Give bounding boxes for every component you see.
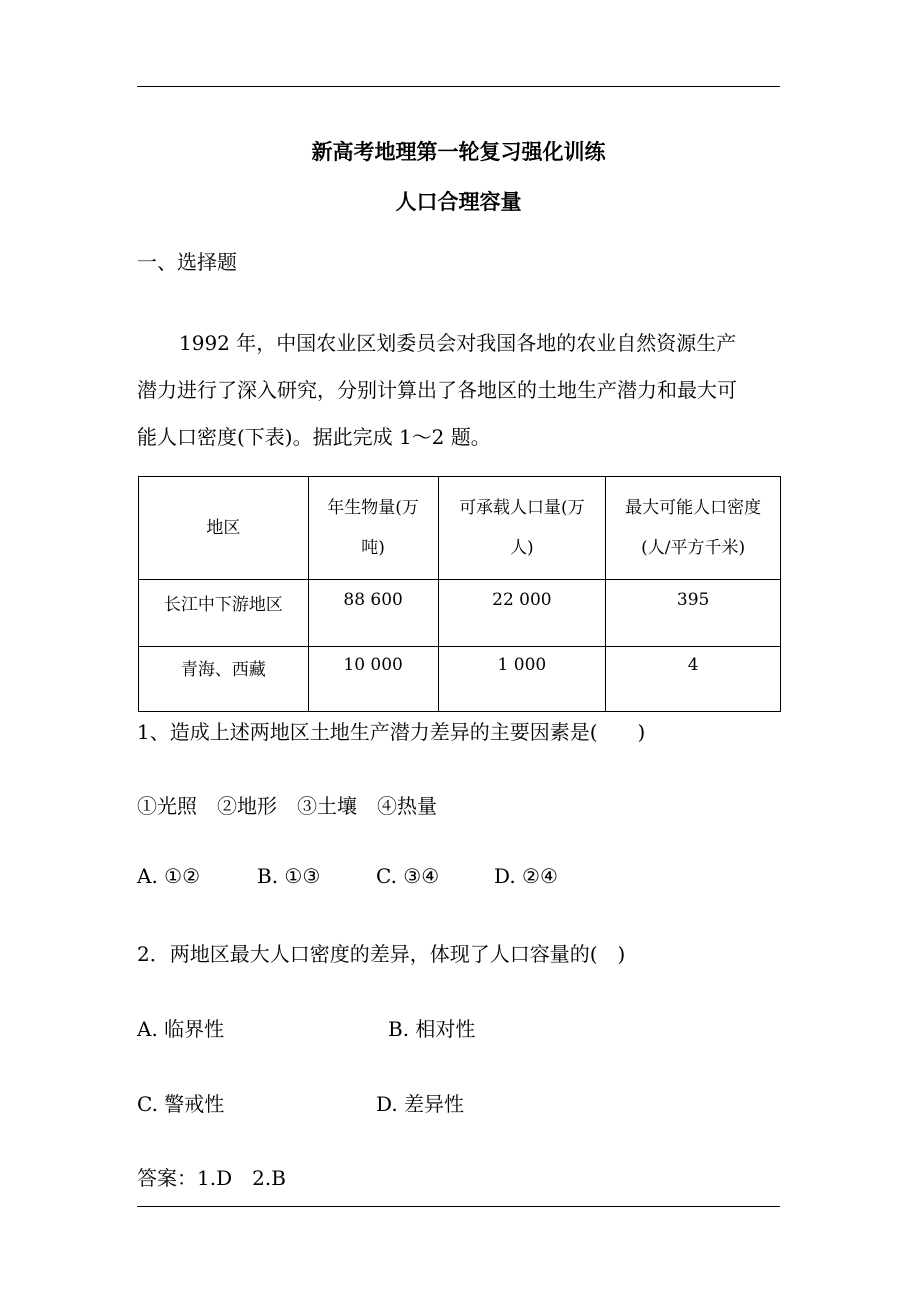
header-density	[606, 477, 781, 580]
passage-line: 1992 年，中国农业区划委员会对我国各地的农业自然资源生产	[179, 331, 737, 355]
header-text: 地区	[206, 518, 241, 538]
page-subtitle: 人口合理容量	[395, 189, 522, 214]
top-rule	[137, 86, 780, 87]
table-cell: 青海、西藏	[139, 647, 309, 712]
header-text: 年生物量(万	[327, 498, 419, 518]
q2-option-d: D. 差异性	[376, 1092, 465, 1116]
header-text: 人)	[510, 538, 534, 558]
header-text: (人/平方千米)	[641, 538, 746, 558]
header-text: 吨)	[361, 538, 385, 558]
header-region	[139, 477, 309, 580]
bottom-rule	[137, 1206, 780, 1207]
q1-option-d: D. ②④	[494, 864, 558, 888]
table-row	[139, 580, 781, 647]
q1-option-a: A. ①②	[137, 864, 201, 888]
table-cell: 1 000	[438, 647, 606, 712]
header-capacity	[438, 477, 606, 580]
question-1-factors: ①光照 ②地形 ③土壤 ④热量	[137, 794, 437, 818]
q2-option-c: C. 警戒性	[137, 1092, 225, 1116]
table-cell: 88 600	[308, 580, 438, 647]
q2-option-a: A. 临界性	[137, 1017, 225, 1041]
question-1-stem: 1、造成上述两地区土地生产潜力差异的主要因素是( )	[137, 720, 646, 744]
table-cell: 395	[606, 580, 781, 647]
q2-option-b: B. 相对性	[388, 1017, 476, 1041]
passage-line: 潜力进行了深入研究，分别计算出了各地区的土地生产潜力和最大可	[137, 378, 737, 402]
question-2-stem: 2．两地区最大人口密度的差异，体现了人口容量的( )	[137, 942, 626, 966]
header-text: 可承载人口量(万	[459, 498, 585, 518]
table-row	[139, 647, 781, 712]
answer-key: 答案：1.D 2.B	[137, 1166, 286, 1190]
table-cell: 长江中下游地区	[139, 580, 309, 647]
data-table	[138, 476, 781, 712]
page-title: 新高考地理第一轮复习强化训练	[311, 139, 606, 164]
table-cell: 22 000	[438, 580, 606, 647]
table-cell: 4	[606, 647, 781, 712]
table-cell: 10 000	[308, 647, 438, 712]
passage	[137, 320, 782, 461]
section-heading: 一、选择题	[137, 250, 237, 274]
table-header-row	[139, 477, 781, 580]
header-biomass	[308, 477, 438, 580]
passage-line: 能人口密度(下表)。据此完成 1～2 题。	[137, 425, 491, 449]
q1-option-c: C. ③④	[376, 864, 440, 888]
header-text: 最大可能人口密度	[625, 498, 762, 518]
q1-option-b: B. ①③	[257, 864, 321, 888]
